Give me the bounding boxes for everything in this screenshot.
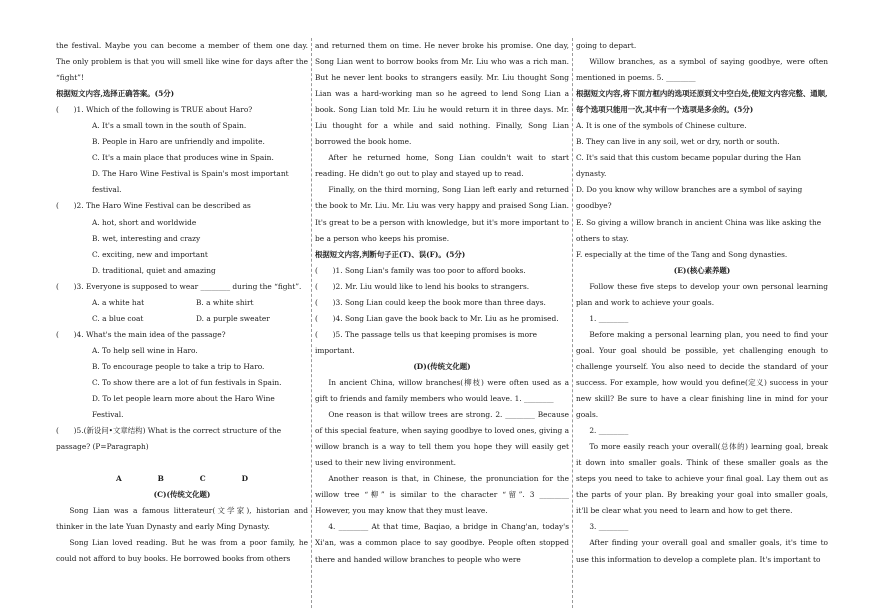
question-4: ( )4. What's the main idea of the passage? [56,329,226,339]
column-divider [311,38,312,608]
answer-option: C. It's said that this custom became popular during the Han dynasty. [576,153,801,179]
passage-e-paragraph: To more easily reach your overall(总体的) learning goal, break it down into smaller goals. Think of these smaller goals as the steps you need to take to achieve your final goal. Lay them out as the parts of your plan. By breaking your goal into smaller goals, it'll be clear what you need to learn and how to get there. [576,442,828,516]
option-row [56,295,308,311]
tf-question: ( )2. Mr. Liu would like to lend his books to strangers. [315,281,530,291]
passage-c-paragraph: Song Lian was a famous litterateur(文学家), historian and thinker in the late Yuan Dynasty and early Ming Dynasty. [56,506,308,532]
option: A. a white hat [92,297,145,307]
question-3: ( )3. Everyone is supposed to wear ________ during the “fight”. [56,281,302,291]
option: C. a blue coat [92,313,144,323]
question-instruction: 根据短文内容,选择正确答案。(5分) [56,89,175,99]
tf-question: ( )4. Song Lian gave the book back to Mr. Liu as he promised. [315,313,559,323]
column-divider [572,38,573,608]
option-row [56,311,308,327]
option: D. a purple sweater [196,313,270,323]
section-c-title: (C)(传统文化题) [153,490,211,500]
question-1: ( )1. Which of the following is TRUE about Haro? [56,105,253,115]
passage-e-heading: 3. ________ [589,522,629,532]
passage-d-paragraph: 4. ________ At that time, Baqiao, a bridge in Chang'an, today's Xi'an, was a common place to say goodbye. People often stopped there and handed willow branches to people who were [315,522,569,564]
structure-option-d: D [241,474,249,484]
passage-c-paragraph: Finally, on the third morning, Song Lian left early and returned the book to Mr. Liu. Mr. Liu was very happy and praised Song Lian. It's great to be a person with knowledge, but it's more important to be a person who keeps his promise. [315,185,569,243]
option: B. a white shirt [196,297,254,307]
question-instruction: 根据短文内容,将下面方框内的选项还原到文中空白处,使短文内容完整、通顺,每个选项只能用一次,其中有一个选项是多余的。(5分) [576,89,828,115]
option: D. traditional, quiet and amazing [92,265,216,275]
answer-option: F. especially at the time of the Tang and Song dynasties. [576,249,788,259]
answer-option: D. Do you know why willow branches are a symbol of saying goodbye? [576,185,803,211]
question-instruction: 根据短文内容,判断句子正(T)、误(F)。(5分) [315,249,466,259]
option: B. People in Haro are unfriendly and impolite. [92,137,265,147]
option: B. wet, interesting and crazy [92,233,201,243]
column-1 [56,38,308,568]
passage-c-paragraph: Song Lian loved reading. But he was from a poor family, he could not afford to buy books. He borrowed books from others [56,538,308,564]
section-e-title: (E)(核心素养题) [673,265,731,275]
option: C. exciting, new and important [92,249,208,259]
answer-option: B. They can live in any soil, wet or dry, north or south. [576,137,780,147]
tf-question: ( )1. Song Lian's family was too poor to afford books. [315,265,526,275]
structure-options [56,471,308,487]
option: A. hot, short and worldwide [92,217,197,227]
column-2 [315,38,569,568]
tf-question: ( )3. Song Lian could keep the book more than three days. [315,297,546,307]
answer-option: A. It is one of the symbols of Chinese culture. [576,121,747,131]
structure-option-a: A [115,474,122,484]
option: D. The Haro Wine Festival is Spain's most important festival. [92,169,289,195]
option: A. To help sell wine in Haro. [92,345,198,355]
option: A. It's a small town in the south of Spain. [92,121,247,131]
structure-option-b: B [157,474,164,484]
passage-c-paragraph: and returned them on time. He never broke his promise. One day, Song Lian went to borrow books from Mr. Liu who was a rich man. But he never lent books to strangers easily. Mr. Liu thought Song Lian was a hard-working man so he agreed to lend Song Lian a book. Song Lian told Mr. Liu he would return it in three days. Mr. Liu thought for a while and said nothing. Finally, Song Lian borrowed the book home. [315,41,569,147]
option: C. It's a main place that produces wine in Spain. [92,153,274,163]
passage-d-paragraph: One reason is that willow trees are strong. 2. ________ Because of this special feature, when saying goodbye to loved ones, giving a willow branch is a way to tell them you hope they will easily get used to their new living environment. [315,410,569,468]
option: C. To show there are a lot of fun festivals in Spain. [92,377,282,387]
tf-question: ( )5. The passage tells us that keeping promises is more important. [315,329,537,355]
passage-c-paragraph: After he returned home, Song Lian couldn't wait to start reading. He didn't go out to play and stayed up to read. [315,153,569,179]
passage-e-paragraph: After finding your overall goal and smaller goals, it's time to use this information to develop a complete plan. It's important to [576,538,828,564]
passage-e-paragraph: Follow these five steps to develop your own personal learning plan and work to achieve your goals. [576,281,828,307]
option: D. To let people learn more about the Haro Wine Festival. [92,394,275,420]
structure-option-c: C [199,474,206,484]
question-2: ( )2. The Haro Wine Festival can be described as [56,201,251,211]
passage-e-paragraph: Before making a personal learning plan, you need to find your goal. Your goal should be possible, yet challenging enough to challenge yourself. You also need to decide the standard of your success. For example, how would you define(定义) success in your new skill? Be sure to have a clear finishing line in mind for your goals. [576,329,828,420]
passage-e-heading: 1. ________ [589,313,629,323]
answer-option: E. So giving a willow branch in ancient China was like asking the others to stay. [576,217,822,243]
passage-d-paragraph: Another reason is that, in Chinese, the pronunciation for the willow tree “柳” is similar to the character “留”. 3 ________ However, you may know that they must leave. [315,474,569,516]
question-5: ( )5.(新设问•文章结构) What is the correct structure of the passage? (P=Paragraph) [56,426,282,452]
section-d-title: (D)(传统文化题) [413,361,471,371]
passage-b-ending: the festival. Maybe you can become a member of them one day. The only problem is that you will smell like wine for days after the “fight”! [56,41,308,83]
passage-d-paragraph: Willow branches, as a symbol of saying goodbye, were often mentioned in poems. 5. ________ [576,57,828,83]
column-3 [576,38,828,568]
passage-e-heading: 2. ________ [589,426,629,436]
passage-d-paragraph: going to depart. [576,41,637,50]
option: B. To encourage people to take a trip to Haro. [92,361,265,371]
passage-d-paragraph: In ancient China, willow branches(柳枝) were often used as a gift to friends and family members who would leave. 1. ________ [315,377,569,404]
